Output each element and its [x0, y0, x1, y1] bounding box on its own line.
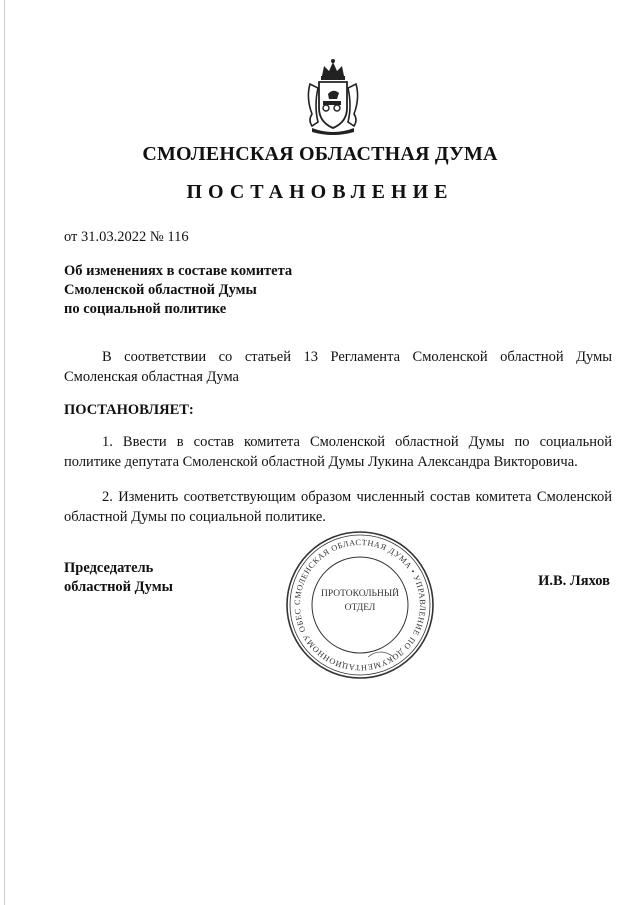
- scan-edge-line: [4, 0, 5, 905]
- document-type-title: ПОСТАНОВЛЕНИЕ: [186, 181, 454, 203]
- stamp-center-line: ПРОТОКОЛЬНЫЙ: [320, 589, 400, 599]
- signatory-title: [64, 559, 173, 597]
- subject-line: Смоленской областной Думы: [64, 282, 257, 298]
- resolution-item-2: 2. Изменить соответствующим образом численный состав комитета Смоленской областной Думы по социальной политике.: [64, 489, 612, 525]
- organization-title: СМОЛЕНСКАЯ ОБЛАСТНАЯ ДУМА: [142, 143, 498, 165]
- signatory-title-line: Председатель: [64, 560, 154, 576]
- subject-line: Об изменениях в составе комитета: [64, 263, 293, 279]
- resolves-heading: ПОСТАНОВЛЯЕТ:: [64, 402, 194, 418]
- subject-line: по социальной политике: [64, 301, 227, 317]
- signatory-title-line: областной Думы: [64, 579, 173, 595]
- document-subject: [64, 262, 292, 319]
- stamp-center-line: ОТДЕЛ: [344, 603, 376, 613]
- stamp-center-text: [311, 587, 409, 615]
- preamble-paragraph: В соответствии со статьей 13 Регламента Смоленской областной Думы Смоленская областная Дума: [64, 349, 612, 385]
- resolution-item-1: 1. Ввести в состав комитета Смоленской областной Думы по социальной политике депутата Смоленской областной Думы Лукина Александра Викторовича.: [64, 434, 612, 470]
- stamp-ring-text: СМОЛЕНСКАЯ ОБЛАСТНАЯ ДУМА • УПРАВЛЕНИЕ ПО ДОКУМЕНТАЦИОННОМУ ОБЕС: [292, 537, 428, 673]
- signatory-name: И.В. Ляхов: [538, 573, 610, 589]
- coat-of-arms-emblem: [302, 58, 364, 136]
- official-stamp: [284, 529, 436, 681]
- document-date-number: от 31.03.2022 № 116: [64, 229, 189, 245]
